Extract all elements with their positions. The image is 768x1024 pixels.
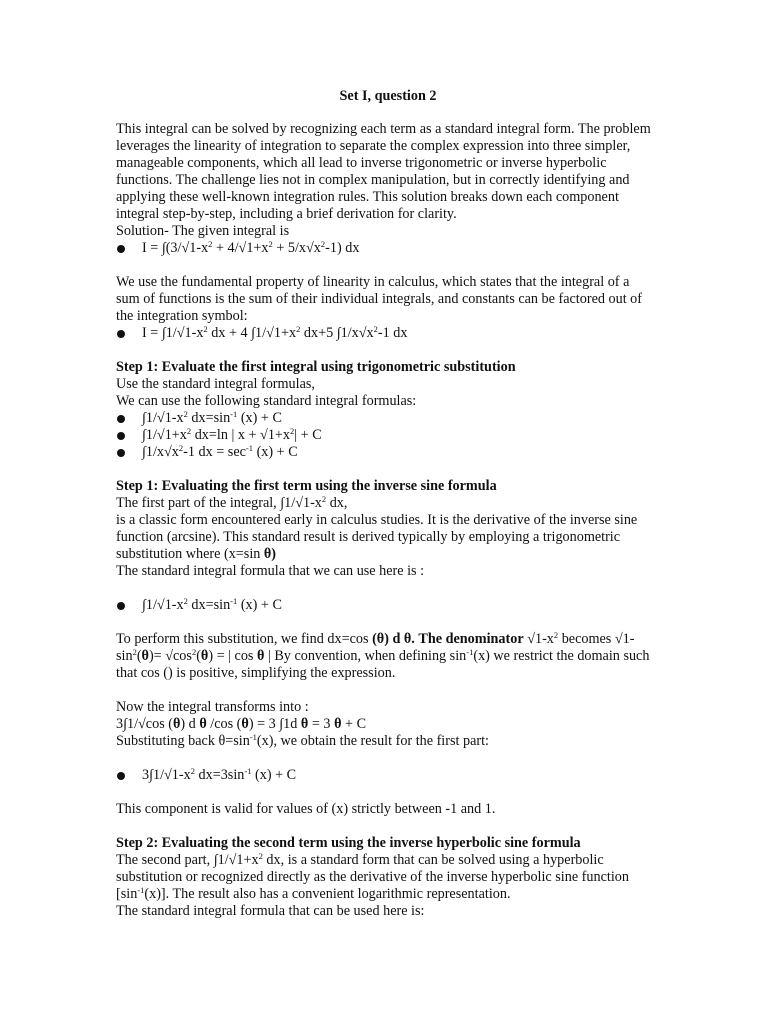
given-integral-bullet: $I = \int(3/√1-x^2 + 4/√1+x^2 + 5/x√x^2-1)$ dx: [116, 240, 656, 257]
intro-paragraph: This integral can be solved by recognizing each term as a standard integral form. The problem leverages the linearity of integration to separate the complex expression into three simpler, manageable components, which all lead to inverse trigonometric or inverse hyperbolic functions. The challenge lies not in complex manipulation, but in correctly identifying and applying these well-known integration rules. This solution breaks down each component integral step-by-step, including a brief derivation for clarity.: [116, 121, 651, 222]
bullet-icon: [117, 245, 125, 253]
bullet-icon: [117, 602, 125, 610]
bullet-icon: [117, 330, 125, 338]
solution-line: Solution- The given integral is: [116, 223, 290, 239]
formula-bullet-5: $3\int 1/√1-x^2$ $dx=3\sin^{-1}$ (x) + C: [116, 767, 656, 784]
validity-line: This component is valid for values of (x) strictly between -1 and 1.: [116, 801, 496, 817]
step1-line2: We can use the following standard integral formulas:: [116, 393, 417, 409]
step1-heading: Step 1: Evaluate the first integral using trigonometric substitution: [116, 359, 516, 375]
step1b-paragraph: is a classic form encountered early in calculus studies. It is the derivative of the inverse sine function (arcsine). This standard result is derived typically by employing a trigonometric substitution where (x=sin θ): [116, 512, 638, 562]
formula-bullet-3: $\int 1/x√x^2-1$ dx = $\sec^{-1} (x) + C$: [116, 444, 656, 461]
transform-equation: 3∫1/√cos (θ) d θ /cos (θ) = 3 ∫1d θ = 3 θ + C: [116, 716, 367, 732]
formula-bullet-4: $\int 1/√1-x^2$ $dx=\sin^{-1}$ (x) + C: [116, 597, 656, 614]
substitution-paragraph: To perform this substitution, we find dx=cos (θ) d θ. The denominator $√1-x^2$ becomes $√1-\sin^2(\theta)= √\cos^2(\theta)$ = | cos θ | By convention, when defining $\sin^{-1}(x)$ we restrict the domain such that cos () is positive, simplifying the expression.: [116, 630, 650, 681]
page-title: Set I, question 2: [339, 88, 437, 104]
bullet-icon: [117, 449, 125, 457]
step2-heading: Step 2: Evaluating the second term using the inverse hyperbolic sine formula: [116, 835, 581, 851]
split-integral-bullet: $I = \int 1/√1-x^2$ dx + 4 $\int 1/√1+x^2$ dx+5 $\int 1/x√x^2-1$ dx: [116, 325, 656, 342]
step1b-heading: Step 1: Evaluating the first term using the inverse sine formula: [116, 478, 497, 494]
bullet-icon: [117, 772, 125, 780]
step2-paragraph: The second part, $\int 1/√1+x^2$ dx, is a standard form that can be solved using a hyperbolic substitution or recognized directly as the derivative of the inverse hyperbolic sine function $[\sin^{-1}(x)]$. The result also has a convenient logarithmic representation.: [116, 851, 629, 902]
substitute-back-line: Substituting back $\theta=\sin^{-1}(x)$, we obtain the result for the first part:: [116, 732, 489, 749]
step1-line1: Use the standard integral formulas,: [116, 376, 315, 392]
step2-formula-intro: The standard integral formula that can be used here is:: [116, 903, 425, 919]
document-page: [116, 88, 656, 920]
transform-intro: Now the integral transforms into :: [116, 699, 309, 715]
linearity-paragraph: We use the fundamental property of linearity in calculus, which states that the integral of a sum of functions is the sum of their individual integrals, and constants can be factored out of the integration symbol:: [116, 274, 642, 324]
bullet-icon: [117, 415, 125, 423]
formula-bullet-1: $\int 1/√1-x^2$ $dx=\sin^{-1}$ (x) + C: [116, 410, 656, 427]
step1b-formula-intro: The standard integral formula that we can use here is :: [116, 563, 425, 579]
formula-bullet-2: $\int 1/√1+x^2$ dx=ln | $x + √1+x^2| + C$: [116, 427, 656, 444]
step1b-line1: The first part of the integral, $\int 1/√1-x^2$ dx,: [116, 494, 348, 511]
bullet-icon: [117, 432, 125, 440]
